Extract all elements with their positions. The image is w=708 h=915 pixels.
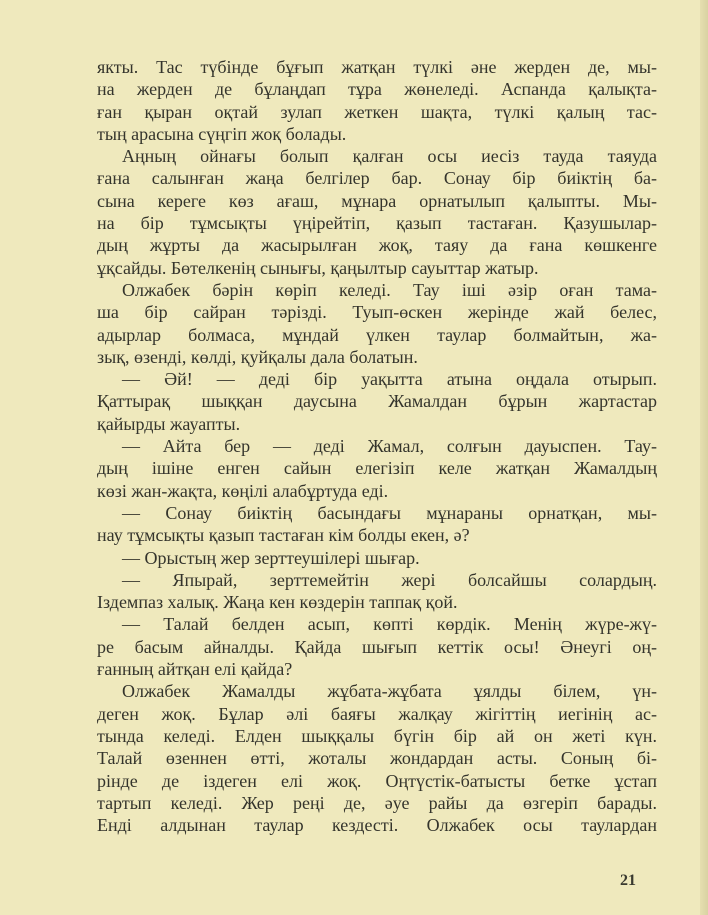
text-line: сына кереге көз ағаш, мұнара орнатылып қалыпты. Мы- xyxy=(97,190,657,211)
text-line: — Япырай, зерттемейтін жері болсайшы солардың. xyxy=(122,569,657,590)
text-line: көзі жан-жақта, көңілі алабұртуда еді. xyxy=(97,480,389,501)
text-line: қайырды жауапты. xyxy=(97,413,241,434)
text-line: Олжабек Жамалды жұбата-жұбата ұялды білем, үн- xyxy=(122,681,657,702)
text-line: ша бір сайран тәрізді. Туып-өскен жерінде жай белес, xyxy=(97,302,657,323)
text-line: Енді алдынан таулар кездесті. Олжабек осы таулардан xyxy=(97,815,657,836)
text-line: — Орыстың жер зерттеушілері шығар. xyxy=(122,547,420,568)
text-line: якты. Тас түбінде бұғып жатқан түлкі әне жерден де, мы- xyxy=(97,57,657,77)
text-line: ұқсайды. Бөтелкенің сынығы, қаңылтыр сауыттар жатыр. xyxy=(97,257,539,278)
text-line: деген жоқ. Бұлар әлі баяғы жалқау жігіттің иегінің ас- xyxy=(97,703,657,724)
text-line: адырлар болмаса, мұндай үлкен таулар болмайтын, жа- xyxy=(97,324,657,345)
text-line: Аңның ойнағы болып қалған осы иесіз тауда таяуда xyxy=(122,146,657,167)
text-line: — Әй! — деді бір уақытта атына оңдала отырып. xyxy=(122,369,657,390)
text-line: зық, өзенді, көлді, қуйқалы дала болатын. xyxy=(97,346,418,367)
text-line: Іздемпаз халық. Жаңа кен көздерін таппақ қой. xyxy=(97,592,458,613)
text-line: — Айта бер — деді Жамал, солғын дауыспен. Тау- xyxy=(122,436,657,457)
page-number: 21 xyxy=(620,872,636,889)
text-line: — Сонау биіктің басындағы мұнараны орнатқан, мы- xyxy=(122,502,657,523)
text-line: ғанның айтқан елі қайда? xyxy=(97,659,293,680)
text-line: нау тұмсықты қазып тастаған кім болды екен, ә? xyxy=(97,525,470,546)
text-line: Талай өзеннен өтті, жоталы жондардан асты. Соның бі- xyxy=(97,748,657,769)
text-line: тында келеді. Елден шыққалы бүгін бір ай он жеті күн. xyxy=(97,725,657,746)
text-line: дың жұрты да жасырылған жоқ, таяу да ғана көшкенге xyxy=(97,235,657,256)
text-line: рінде де іздеген елі жоқ. Оңтүстік-батысты бетке ұстап xyxy=(97,770,657,791)
text-line: ғана салынған жаңа белгілер бар. Сонау бір биіктің ба- xyxy=(97,168,657,189)
page-edge-shadow xyxy=(700,0,708,915)
text-line: Қаттырақ шыққан даусына Жамалдан бұрын жартастар xyxy=(97,391,657,412)
text-line: на жерден де бұлаңдап тұра жөнеледі. Аспанда қалықта- xyxy=(97,79,657,100)
text-line: — Талай белден асып, көпті көрдік. Менің жүре-жү- xyxy=(122,614,657,635)
text-line: на бір тұмсықты үңірейтіп, қазып тастаған. Қазушылар- xyxy=(97,213,657,234)
text-line: тартып келеді. Жер реңі де, әуе райы да өзгеріп барады. xyxy=(97,792,657,813)
text-line: ре басым айналды. Қайда шығып кеттік осы! Әнеугі оң- xyxy=(97,636,657,657)
text-line: ған қыран оқтай зулап жеткен шақта, түлкі қалың тас- xyxy=(97,101,657,122)
page-body-text xyxy=(97,56,657,836)
text-line: тың арасына сүңгіп жоқ болады. xyxy=(97,123,347,144)
text-line: дың ішіне енген сайын елегізіп келе жатқан Жамалдың xyxy=(97,458,657,479)
text-line: Олжабек бәрін көріп келеді. Тау іші әзір оған тама- xyxy=(122,279,657,300)
